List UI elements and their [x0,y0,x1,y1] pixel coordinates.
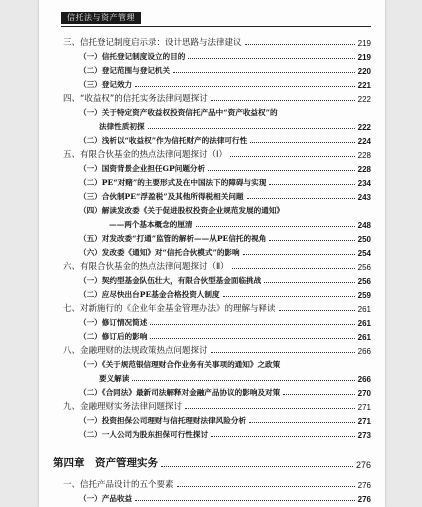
toc-entry[interactable] [53,188,371,202]
toc-entry[interactable] [53,342,371,356]
toc-entry[interactable] [53,328,371,342]
toc-entry-title: 三、信托登记制度启示录：设计思路与法律建议 [63,38,242,48]
toc-page-number: 250 [357,235,371,244]
toc-entry-title: 四、“收益权”的信托实务法律问题探讨 [63,94,208,104]
dot-leader [211,100,355,101]
toc-entry-title: 要义解读 [99,374,130,383]
toc-entry-title: （一）投资担保公司理财与信托理财法律风险分析 [79,416,247,425]
toc-page-number: 273 [357,431,371,440]
toc-entry-title: （三）登记效力 [79,80,133,89]
toc-entry[interactable] [53,160,371,174]
toc-page-number: 248 [357,221,371,230]
toc-page-number: 228 [357,151,371,160]
dot-leader [211,352,355,353]
toc-entry-title: （一）修订情况简述 [79,318,148,327]
dot-leader [250,142,354,143]
toc-page-number: 221 [357,81,371,90]
toc-page-number: 261 [357,305,371,314]
toc-entry-title: （二）一人公司为股东担保可行性探讨 [79,430,209,439]
book-page [39,0,385,507]
toc-page-number: 219 [357,39,371,48]
toc-entry-title: 五、有限合伙基金的热点法律问题探讨（Ⅰ） [63,150,228,160]
toc-entry-title: （一）契约型基金队伍壮大，有限合伙型基金面临挑战 [79,276,262,285]
toc-page-number: 243 [357,193,371,202]
toc-entry-title: （一）产品收益 [79,494,133,503]
toc-page-number: 228 [357,165,371,174]
toc-entry[interactable] [53,398,371,412]
toc-entry[interactable] [53,426,371,440]
dot-leader [223,296,355,297]
toc-entry[interactable] [53,370,371,384]
toc-page-number: 271 [357,417,371,426]
toc-page-number: 266 [357,375,371,384]
toc-entry-title: 九、金融理财实务法律问题探讨 [63,402,183,412]
toc-entry[interactable] [53,286,371,300]
toc-page-number: 222 [357,123,371,132]
toc-entry[interactable] [53,258,371,272]
toc-entry-title: （一）国资背景企业担任GP问题分析 [79,164,206,173]
toc-entry[interactable] [53,90,371,104]
toc-page-number: 219 [357,53,371,62]
dot-leader [135,86,354,87]
toc-entry-title: （一）信托登记制度设立的目的 [79,52,186,61]
dot-leader [247,198,355,199]
dot-leader [211,436,355,437]
dot-leader [269,240,354,241]
toc-entry[interactable] [53,384,371,398]
dot-leader [196,226,355,227]
toc-entry[interactable] [53,216,371,230]
running-header: 信托法与资产管理 [61,12,141,24]
toc-entry-title: （一）关于特定资产收益权投资信托产品中“资产收益权”的 [79,108,278,117]
dot-leader [177,486,355,487]
dot-leader [208,170,355,171]
toc-page-number: 256 [357,263,371,272]
toc-entry[interactable] [53,174,371,188]
toc-entry-title: （五）对发改委“打通”监管的解析——从PE信托的视角 [79,234,267,243]
toc-page-number: 222 [357,95,371,104]
dot-leader [283,394,354,395]
toc-entry-title: （二）PE“对赌”的主要形式及在中国法下的障碍与实现 [79,178,267,187]
dot-leader [243,254,355,255]
toc-entry-title: （二）应尽快出台PE基金合格投资人制度 [79,290,220,299]
toc-entry-title: 一、信托产品设计的五个要素 [63,480,174,490]
dot-leader [150,338,354,339]
toc-entry-title: 第四章 资产管理实务 [53,457,158,469]
table-of-contents [53,34,371,504]
toc-entry[interactable] [53,62,371,76]
dot-leader [161,466,353,467]
dot-leader [150,324,354,325]
toc-chapter[interactable] [53,452,371,470]
toc-entry[interactable] [53,300,371,314]
toc-entry-title: （二）登记范围与登记机关 [79,66,171,75]
toc-entry-title: （二）浅析以“收益权”作为信托财产的法律可行性 [79,136,248,145]
toc-page-number: 254 [357,249,371,258]
toc-entry-title: ——两个基本概念的厘清 [109,220,193,229]
dot-leader [245,44,355,45]
dot-leader [269,184,354,185]
toc-entry-title: （一）《关于规范银信理财合作业务有关事项的通知》之政策 [79,360,281,369]
toc-entry-title: 八、金融理财的法规政策热点问题探讨 [63,346,208,356]
toc-page-number: 259 [357,291,371,300]
toc-entry[interactable] [53,76,371,90]
toc-entry[interactable] [53,412,371,426]
dot-leader [230,156,355,157]
toc-page-number: 276 [357,481,371,490]
dot-leader [148,128,355,129]
toc-entry-title: （二）修订后的影响 [79,332,148,341]
toc-entry-title: （六）发改委《通知》对“信托合伙模式”的影响 [79,248,240,257]
dot-leader [132,380,354,381]
toc-entry[interactable] [53,146,371,160]
dot-leader [232,268,355,269]
toc-page-number: 220 [357,67,371,76]
toc-page-number: 271 [357,403,371,412]
dot-leader [173,72,355,73]
toc-entry-title: （四）解读发改委《关于促进股权投资企业规范发展的通知》 [79,206,285,215]
toc-entry[interactable] [53,104,371,118]
toc-page-number: 276 [357,495,371,504]
toc-entry[interactable] [53,230,371,244]
dot-leader [188,58,354,59]
toc-entry[interactable] [53,314,371,328]
dot-leader [185,408,355,409]
toc-entry[interactable] [53,132,371,146]
toc-entry-title: （三）合伙制PE“浮盈税”及其他所得税相关问题 [79,192,244,201]
toc-entry[interactable] [53,272,371,286]
toc-page-number: 261 [357,319,371,328]
toc-entry-title: 七、对新施行的《企业年金基金管理办法》的理解与释读 [63,304,276,314]
toc-page-number: 276 [355,460,371,470]
toc-entry[interactable] [53,34,371,48]
toc-page-number: 266 [357,347,371,356]
toc-page-number: 261 [357,333,371,342]
toc-entry-title: （二）《合同法》最新司法解释对金融产品协议的影响及对策 [79,388,281,397]
toc-entry-title: 法律性质初探 [99,122,145,131]
dot-leader [249,422,355,423]
dot-leader [135,500,354,501]
toc-entry[interactable] [53,476,371,490]
toc-entry-title: 六、有限合伙基金的热点法律问题探讨（Ⅱ） [63,262,229,272]
toc-page-number: 256 [357,277,371,286]
dot-leader [279,310,355,311]
toc-entry[interactable] [53,118,371,132]
toc-entry[interactable] [53,48,371,62]
toc-entry[interactable] [53,490,371,504]
toc-page-number: 224 [357,137,371,146]
toc-entry[interactable] [53,202,371,216]
toc-entry[interactable] [53,356,371,370]
header-rule [61,26,371,27]
toc-page-number: 234 [357,179,371,188]
toc-page-number: 270 [357,389,371,398]
dot-leader [264,282,354,283]
toc-entry[interactable] [53,244,371,258]
